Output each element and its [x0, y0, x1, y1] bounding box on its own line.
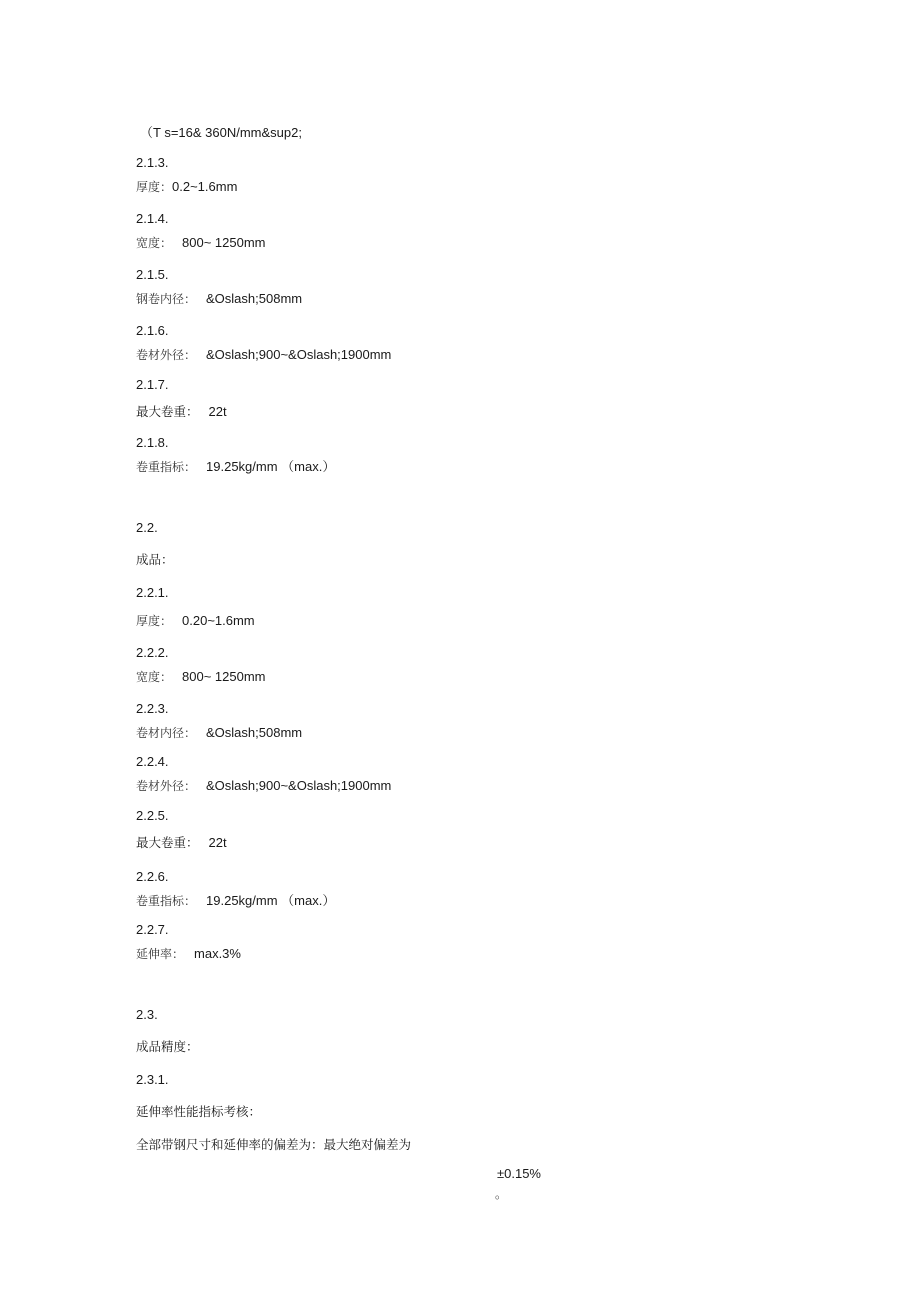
spec-line	[136, 946, 241, 962]
section-title: 成品精度：	[136, 1039, 199, 1054]
spec-value: 19.25kg/mm （max.）	[206, 459, 336, 474]
spec-label: 卷重指标：	[136, 460, 197, 474]
section-number: 2.1.8.	[136, 435, 169, 450]
section-number: 2.2.5.	[136, 808, 169, 823]
spec-line	[136, 778, 391, 794]
spec-value: &Oslash;508mm	[206, 291, 303, 306]
spec-label: 最大卷重：	[136, 404, 199, 419]
deviation-end-mark: 。	[495, 1187, 508, 1201]
spec-line	[136, 404, 227, 420]
spec-line	[136, 179, 237, 195]
spec-label: 宽度：	[136, 236, 173, 250]
spec-label: 宽度：	[136, 670, 173, 684]
section-number: 2.2.2.	[136, 645, 169, 660]
spec-line	[136, 235, 266, 251]
spec-line	[136, 669, 266, 685]
spec-label: 卷重指标：	[136, 894, 197, 908]
spec-label: 卷材外径：	[136, 348, 197, 362]
section-number: 2.1.3.	[136, 155, 169, 170]
section-number: 2.3.	[136, 1007, 158, 1022]
spec-value: 22t	[208, 835, 227, 850]
section-number: 2.1.4.	[136, 211, 169, 226]
section-number: 2.3.1.	[136, 1072, 169, 1087]
spec-value: 19.25kg/mm （max.）	[206, 893, 336, 908]
spec-value: 0.2~1.6mm	[172, 179, 238, 194]
spec-value: 0.20~1.6mm	[182, 613, 255, 628]
deviation-text: 全部带钢尺寸和延伸率的偏差为：最大绝对偏差为	[136, 1137, 412, 1152]
spec-label: 卷材内径：	[136, 726, 197, 740]
section-number: 2.1.6.	[136, 323, 169, 338]
spec-label: 钢卷内径：	[136, 292, 197, 306]
section-title: 延伸率性能指标考核：	[136, 1104, 262, 1119]
section-number: 2.2.4.	[136, 754, 169, 769]
spec-value: &Oslash;508mm	[206, 725, 303, 740]
spec-value: &Oslash;900~&Oslash;1900mm	[206, 347, 392, 362]
spec-label: 卷材外径：	[136, 779, 197, 793]
spec-label: 厚度：	[136, 614, 173, 628]
spec-label: 最大卷重：	[136, 835, 199, 850]
spec-line	[136, 893, 335, 909]
section-number: 2.1.5.	[136, 267, 169, 282]
spec-line	[136, 613, 255, 629]
spec-value: 800~ 1250mm	[182, 235, 266, 250]
spec-line	[136, 725, 302, 741]
deviation-value: ±0.15%	[497, 1166, 541, 1181]
spec-line	[136, 291, 302, 307]
spec-value: &Oslash;900~&Oslash;1900mm	[206, 778, 392, 793]
spec-label: 延伸率：	[136, 947, 185, 961]
section-number: 2.1.7.	[136, 377, 169, 392]
section-number: 2.2.7.	[136, 922, 169, 937]
section-number: 2.2.1.	[136, 585, 169, 600]
section-number: 2.2.6.	[136, 869, 169, 884]
spec-value: 22t	[208, 404, 227, 419]
section-number: 2.2.	[136, 520, 158, 535]
spec-line	[136, 835, 227, 851]
spec-value: max.3%	[194, 946, 241, 961]
spec-line	[136, 347, 391, 363]
spec-label: 厚度：	[136, 180, 173, 194]
intro-line: （T s=16& 360N/mm&sup2;	[140, 125, 302, 140]
spec-value: 800~ 1250mm	[182, 669, 266, 684]
spec-line	[136, 459, 335, 475]
section-title: 成品：	[136, 552, 174, 567]
section-number: 2.2.3.	[136, 701, 169, 716]
